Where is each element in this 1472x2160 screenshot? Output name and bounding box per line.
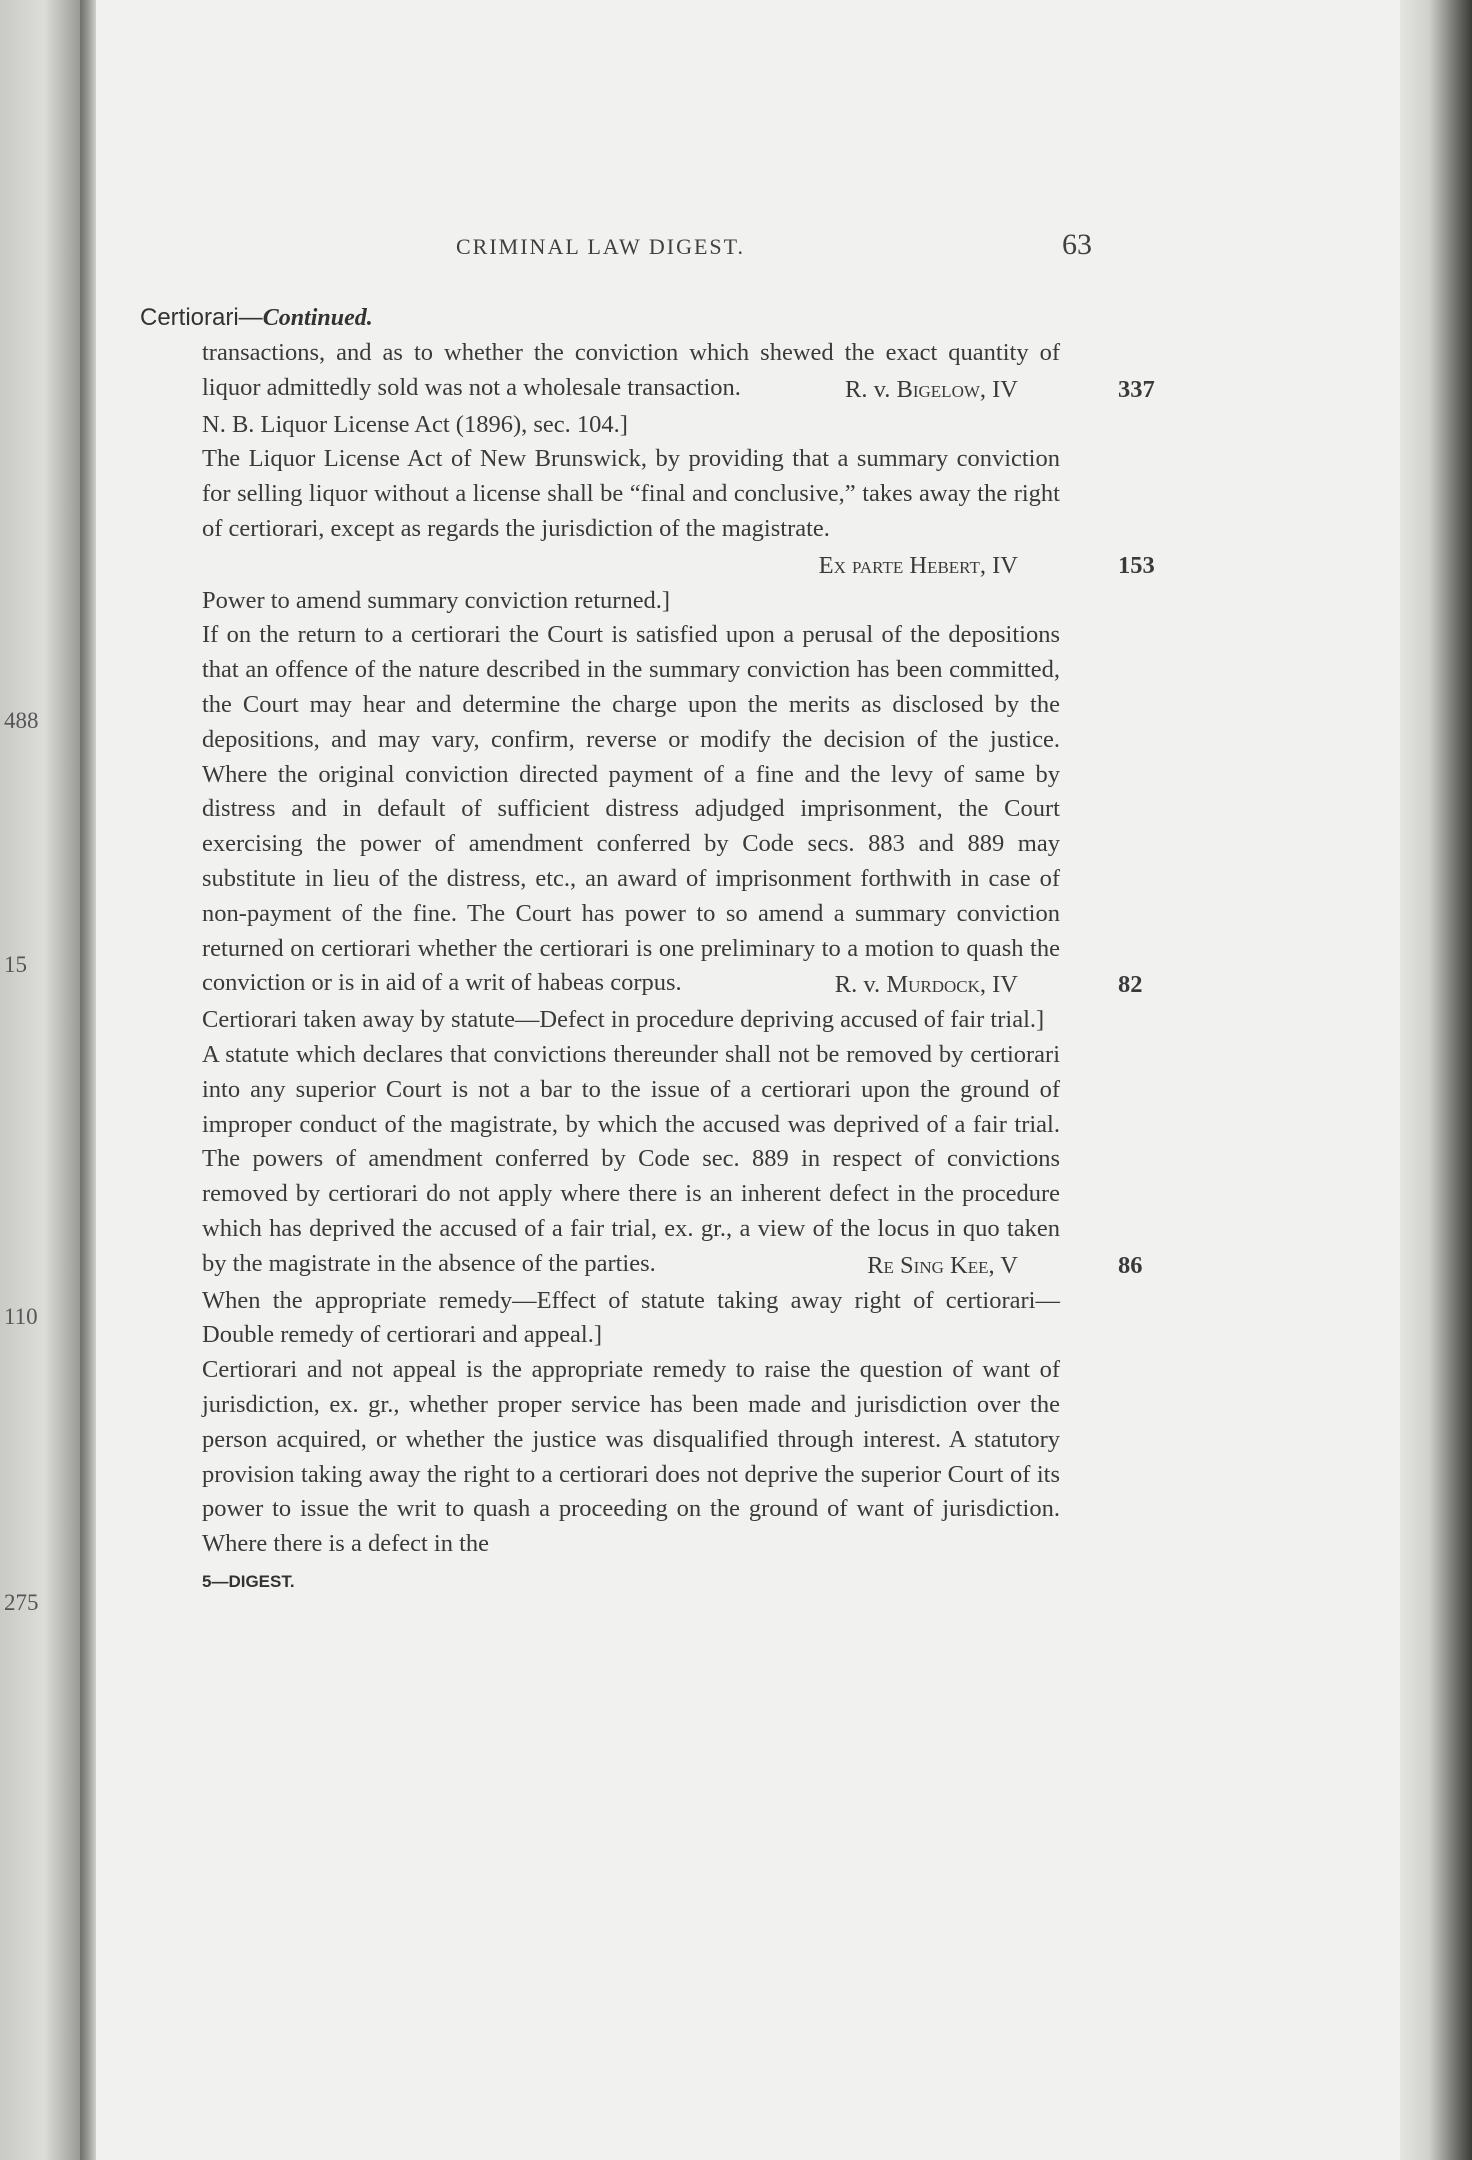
- digest-entry: [202, 1284, 1060, 1562]
- digest-entry: [202, 336, 1155, 408]
- page-header: [0, 228, 1472, 268]
- section-name: Certiorari—: [140, 304, 263, 331]
- citation-page: 153: [1118, 551, 1155, 579]
- digest-entry: [202, 584, 1143, 1004]
- entry-body: A statute which declares that convictions thereunder shall not be removed by certiorari into any superior Court is not a bar to the issue of a certiorari upon the ground of improper conduct of the magistrate, by which the accused was deprived of a fair trial. The powers of amendment conferred by Code sec. 889 in respect of convictions removed by certiorari do not apply where there is an inherent defect in the procedure which has deprived the accused of a fair trial, ex. gr., a view of the locus in quo taken by the magistrate in the absence of the parties.: [202, 1040, 1060, 1277]
- case-citation: [202, 373, 1155, 408]
- case-citation: [202, 549, 1155, 584]
- book-gutter: [80, 0, 96, 2160]
- case-name: R. v. Murdock, IV: [834, 971, 1018, 999]
- entry-body: The Liquor License Act of New Brunswick, by providing that a summary conviction for selling liquor without a license shall be “final and conclusive,” takes away the right of certiorari, except as regards the jurisdiction of the magistrate.: [202, 445, 1060, 542]
- margin-number: 110: [4, 1304, 38, 1329]
- facing-page-edge: [0, 0, 80, 2160]
- continued-label: Continued.: [262, 305, 373, 331]
- entry-body: If on the return to a certiorari the Court is satisfied upon a perusal of the depositions that an offence of the nature described in the summary conviction has been committed, the Court may hear and determine the charge upon the merits as disclosed by the depositions, and may vary, confirm, reverse or modify the decision of the justice. Where the original conviction directed payment of a fine and the levy of same by distress and in default of sufficient distress adjudged imprisonment, the Court exercising the power of amendment conferred by Code secs. 883 and 889 may substitute in lieu of the distress, etc., an award of imprisonment forthwith in case of non-payment of the fine. The Court has power to so amend a summary conviction returned on certiorari whether the certiorari is one preliminary to a motion to quash the conviction or is in aid of a writ of habeas corpus.: [202, 621, 1060, 997]
- entry-heading: Certiorari taken away by statute—Defect in procedure depriving accused of fair trial.]: [202, 1006, 1045, 1034]
- entry-heading: Power to amend summary conviction returned.]: [202, 586, 671, 614]
- citation-page: 82: [1118, 971, 1143, 999]
- entry-body: Certiorari and not appeal is the appropriate remedy to raise the question of want of jurisdiction, ex. gr., whether proper service has been made and jurisdiction over the person acquired, or whether the justice was disqualified through interest. A statutory provision taking away the right to a certiorari does not deprive the superior Court of its power to issue the writ to quash a proceeding on the ground of want of jurisdiction. Where there is a defect in the: [202, 1356, 1060, 1558]
- case-citation: [202, 1249, 1143, 1284]
- signature-mark: 5—DIGEST.: [202, 1571, 295, 1591]
- digest-entry: [202, 1003, 1143, 1283]
- entry-heading: N. B. Liquor License Act (1896), sec. 104.]: [202, 410, 628, 438]
- running-head: CRIMINAL LAW DIGEST.: [456, 234, 745, 259]
- citation-page: 337: [1118, 375, 1155, 403]
- page-number: 63: [1062, 228, 1092, 261]
- case-name: R. v. Bigelow, IV: [845, 375, 1018, 403]
- citation-page: 86: [1118, 1251, 1143, 1279]
- page-content: [140, 300, 1155, 1592]
- case-name: Ex parte Hebert, IV: [818, 551, 1018, 579]
- case-citation: [202, 968, 1143, 1003]
- case-name: Re Sing Kee, V: [867, 1251, 1018, 1279]
- entry-heading: When the appropriate remedy—Effect of statute taking away right of certiorari—Double remedy of certiorari and appeal.]: [202, 1286, 1060, 1349]
- entry-body: transactions, and as to whether the conviction which shewed the exact quantity of liquor admittedly sold was not a wholesale transaction.: [202, 339, 1060, 401]
- digest-entry: [202, 408, 1155, 584]
- margin-number: 15: [4, 952, 27, 977]
- page-stack-edge: [1400, 0, 1472, 2160]
- margin-number: 275: [4, 1590, 39, 1615]
- margin-number: 488: [4, 708, 39, 733]
- section-title: [140, 300, 1060, 336]
